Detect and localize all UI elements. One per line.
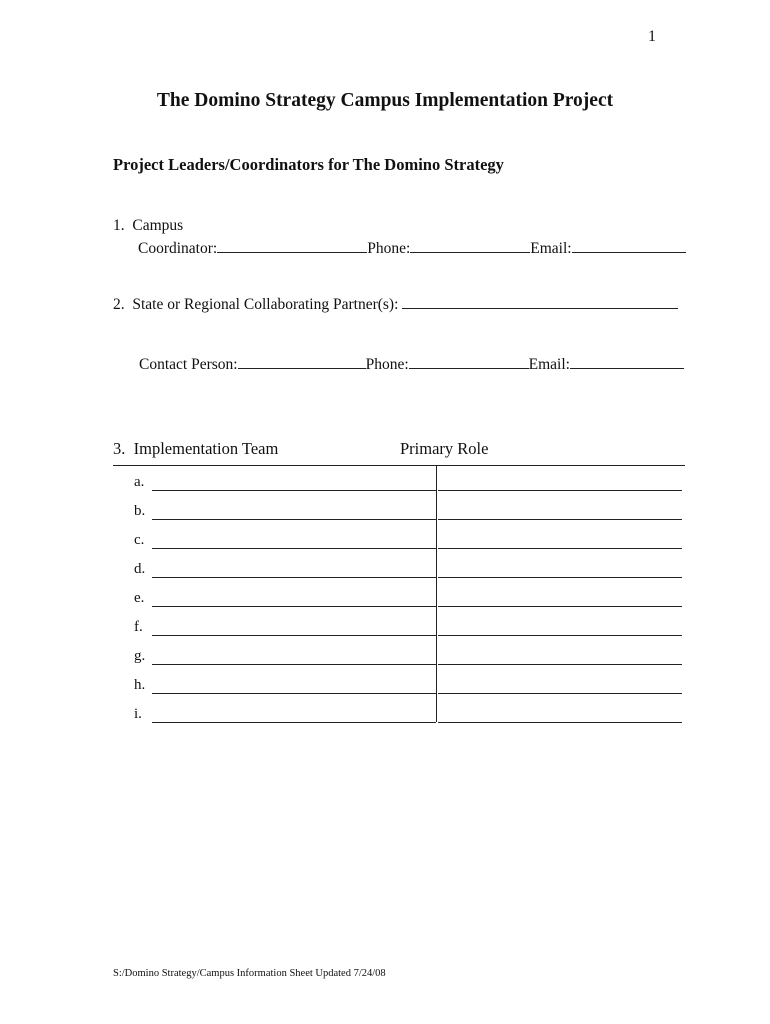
primary-role-field[interactable] (438, 664, 682, 665)
team-row-letter: a. (134, 474, 145, 490)
team-row (134, 674, 685, 694)
team-member-field[interactable] (152, 722, 436, 723)
team-member-field[interactable] (152, 519, 436, 520)
item1-number: 1. (113, 217, 125, 234)
item2-row (113, 293, 678, 314)
coordinator-field[interactable] (217, 237, 367, 253)
partner-label: State or Regional Collaborating Partner(s): (132, 296, 399, 313)
partner-email-label: Email: (528, 356, 570, 373)
team-row (134, 645, 685, 665)
team-member-field[interactable] (152, 490, 436, 491)
team-header-rule (113, 465, 685, 466)
item1-fields-row (138, 237, 686, 258)
implementation-team-label: Implementation Team (133, 439, 279, 458)
coordinator-label: Coordinator: (138, 240, 218, 257)
item1-label: Campus (132, 217, 184, 234)
contact-person-field[interactable] (238, 353, 366, 369)
section-heading: Project Leaders/Coordinators for The Domino Strategy (113, 155, 504, 174)
primary-role-field[interactable] (438, 693, 682, 694)
primary-role-field[interactable] (438, 490, 682, 491)
footer-path: S:/Domino Strategy/Campus Information Sheet Updated 7/24/08 (113, 968, 386, 979)
campus-phone-label: Phone: (367, 240, 411, 257)
primary-role-field[interactable] (438, 519, 682, 520)
primary-role-field[interactable] (438, 722, 682, 723)
item3-number: 3. (113, 439, 126, 458)
team-row (134, 587, 685, 607)
team-member-field[interactable] (152, 664, 436, 665)
team-row-letter: c. (134, 532, 145, 548)
team-member-field[interactable] (152, 693, 436, 694)
campus-email-label: Email: (530, 240, 572, 257)
item2-number: 2. (113, 296, 125, 313)
team-row (134, 471, 685, 491)
primary-role-field[interactable] (438, 577, 682, 578)
primary-role-field[interactable] (438, 548, 682, 549)
team-member-field[interactable] (152, 635, 436, 636)
contact-person-label: Contact Person: (139, 356, 238, 373)
team-row (134, 703, 685, 723)
team-member-field[interactable] (152, 606, 436, 607)
partner-phone-label: Phone: (365, 356, 409, 373)
team-row-letter: b. (134, 503, 146, 519)
team-row-letter: f. (134, 619, 143, 635)
team-row (134, 529, 685, 549)
primary-role-label: Primary Role (400, 439, 489, 458)
page-number: 1 (648, 28, 656, 45)
partner-email-field[interactable] (570, 353, 684, 369)
team-member-field[interactable] (152, 577, 436, 578)
primary-role-field[interactable] (438, 635, 682, 636)
team-row-letter: g. (134, 648, 146, 664)
partner-phone-field[interactable] (409, 353, 529, 369)
team-member-field[interactable] (152, 548, 436, 549)
document-title: The Domino Strategy Campus Implementation Project (156, 90, 614, 111)
team-row (134, 616, 685, 636)
campus-phone-field[interactable] (410, 237, 530, 253)
contact-fields-row (139, 353, 684, 374)
team-row-letter: h. (134, 677, 146, 693)
primary-role-field[interactable] (438, 606, 682, 607)
team-row (134, 500, 685, 520)
team-row-letter: i. (134, 706, 142, 722)
item3-heading (113, 439, 278, 459)
team-row-letter: e. (134, 590, 145, 606)
team-row (134, 558, 685, 578)
item1-heading (113, 217, 183, 235)
team-row-letter: d. (134, 561, 146, 577)
partner-field[interactable] (402, 293, 678, 309)
campus-email-field[interactable] (572, 237, 686, 253)
